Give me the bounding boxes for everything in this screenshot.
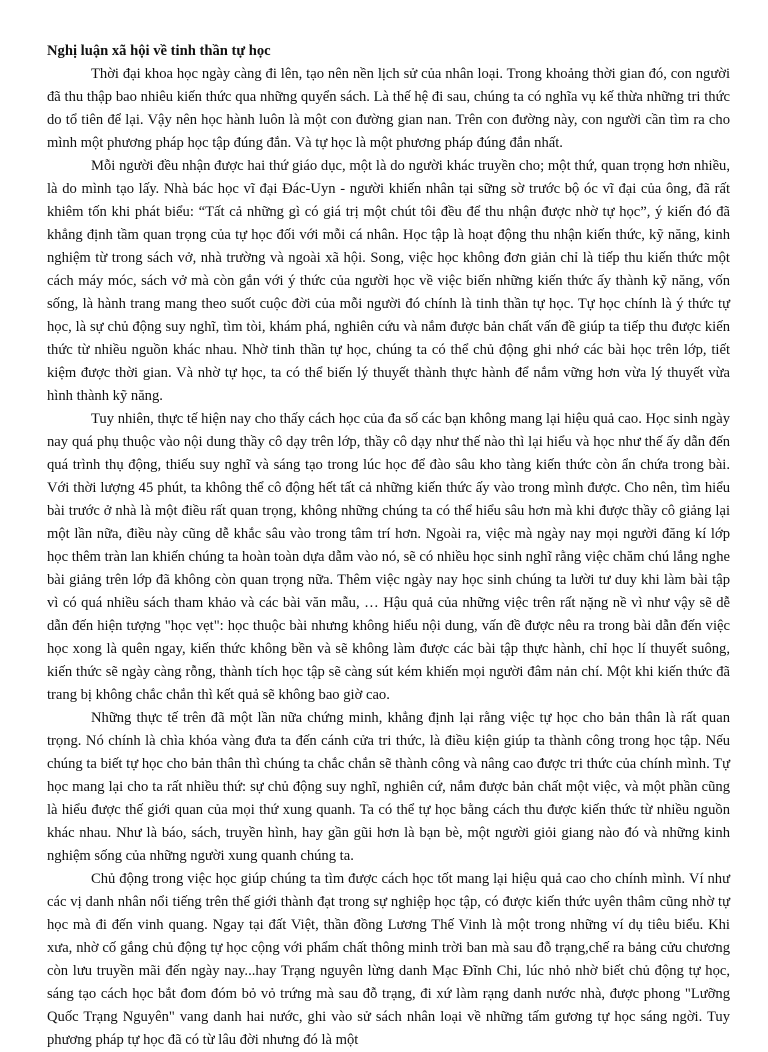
document-title: Nghị luận xã hội về tinh thần tự học [47,43,271,59]
paragraph-current-reality: Tuy nhiên, thực tế hiện nay cho thấy cách học của đa số các bạn không mang lại hiệu quả cao. Học sinh ngày nay quá phụ thuộc vào nội dung thầy cô dạy trên lớp, thầy cô dạy như thế nào thì lại hiểu và học như thế ấy dẫn đến quá trình thụ động, thiếu suy nghĩ và sáng tạo trong lúc học để đào sâu kho tàng kiến thức còn ẩn chứa trong bài. Với thời lượng 45 phút, ta không thể cô động hết tất cả những kiến thức ấy vào trong mình được. Cho nên, tìm hiểu bài trước ở nhà là một điều rất quan trọng, không những chúng ta có thể hiểu sâu hơn mà khi được thầy cô giảng lại một lần nữa, điều này cũng dễ khắc sâu vào trong tâm trí hơn. Ngoài ra, việc mà ngày nay mọi người đăng kí lớp học thêm tràn lan khiến chúng ta hoàn toàn dựa dẫm vào nó, sẽ có nhiều học sinh nghĩ rằng việc chăm chú lắng nghe bài giảng trên lớp đã không còn quan trọng nữa. Thêm việc ngày nay học sinh chúng ta lười tư duy khi làm bài tập vì có quá nhiều sách tham khảo và các bài văn mẫu, … Hậu quả của những việc trên rất nặng nề vì như vậy sẽ dễ dẫn đến hiện tượng "học vẹt": học thuộc bài nhưng không hiểu nội dung, vấn đề được nêu ra trong bài dẫn đến việc học xong là quên ngay, kiến thức không bền và sẽ không làm được các bài tập thực hành, chỉ học lí thuyết suông, kiến thức sẽ ngày càng rỗng, thành tích học tập sẽ càng sút kém khiến mọi người đâm nản chí. Một khi kiến thức đã trang bị không chắc chắn thì kết quả sẽ không bao giờ cao. [47,411,730,703]
paragraph-intro: Thời đại khoa học ngày càng đi lên, tạo nên nền lịch sử của nhân loại. Trong khoảng thời gian đó, con người đã thu thập bao nhiêu kiến thức qua những quyển sách. Là thế hệ đi sau, chúng ta có nghĩa vụ kế thừa những tri thức do tổ tiên để lại. Vậy nên học hành luôn là một con đường gian nan. Trên con đường này, con người cần tìm ra cho mình một phương pháp học tập đúng đắn. Và tự học là một phương pháp đúng đắn nhất. [47,66,730,151]
document-page [47,40,730,1052]
paragraph-two-educations: Mỗi người đều nhận được hai thứ giáo dục, một là do người khác truyền cho; một thứ, quan trọng hơn nhiều, là do mình tạo lấy. Nhà bác học vĩ đại Đác-Uyn - người khiến nhân tại sững sờ trước bộ óc vĩ đại của ông, đã rất khiêm tốn khi phát biểu: “Tất cả những gì có giá trị một chút tôi đều để thu nhận được nhờ tự học”, ý kiến đó đã khẳng định tầm quan trọng của tự học đối với mỗi cá nhân. Học tập là hoạt động thu nhận kiến thức, kỹ năng, kinh nghiệm từ trong sách vở, nhà trường và ngoài xã hội. Song, việc học không đơn giản chỉ là tiếp thu kiến thức một cách máy móc, sách vở mà còn gắn với ý thức của người học về việc biến những kiến thức ấy thành kỹ năng, vốn sống, là hành trang mang theo suốt cuộc đời của mỗi người đó chính là tinh thần tự học. Tự học chính là ý thức tự học, là sự chủ động suy nghĩ, tìm tòi, khám phá, nghiên cứu và nắm được bản chất vấn đề giúp ta tiếp thu được kiến thức từ nhiều nguồn khác nhau. Nhờ tinh thần tự học, chúng ta có thể chủ động ghi nhớ các bài học trên lớp, tiết kiệm được thời gian. Và nhờ tự học, ta có thể biến lý thuyết thành thực hành để nắm vững hơn vừa lý thuyết vừa hình thành kỹ năng. [47,158,730,404]
paragraph-importance: Những thực tế trên đã một lần nữa chứng minh, khẳng định lại rằng việc tự học cho bản thân là rất quan trọng. Nó chính là chìa khóa vàng đưa ta đến cánh cửa tri thức, là điều kiện giúp ta thành công trong học tập. Nếu chúng ta biết tự học cho bản thân thì chúng ta chắc chắn sẽ thành công và nâng cao được tri thức của chính mình. Tự học mang lại cho ta rất nhiều thứ: sự chủ động suy nghĩ, nghiên cứ, nắm được bản chất một việc, và một phần cũng là hiểu được thế giới quan của mọi thứ xung quanh. Ta có thể tự học bằng cách thu được kiến thức từ nhiều nguồn khác nhau. Như là báo, sách, truyền hình, hay gần gũi hơn là bạn bè, một người giỏi giang nào đó và những kinh nghiệm sống của những người xung quanh chúng ta. [47,710,730,864]
paragraph-examples: Chủ động trong việc học giúp chúng ta tìm được cách học tốt mang lại hiệu quả cao cho chính mình. Ví như các vị danh nhân nổi tiếng trên thế giới thành đạt trong sự nghiệp học tập, có được kiến thức uyên thâm cũng nhờ tự học mà đi đến vinh quang. Ngay tại đất Việt, thần đồng Lương Thế Vinh là một trong những ví dụ tiêu biểu. Khi xưa, nhờ cố gắng chủ động tự học cộng với phẩm chất thông minh trời ban mà sau đỗ trạng,chế ra bảng cửu chương còn lưu truyền mãi đến ngày nay...hay Trạng nguyên lừng danh Mạc Đĩnh Chi, lúc nhỏ nhờ biết chủ động tự học, sáng tạo cách học bắt đom đóm bỏ vỏ trứng mà sau đỗ trạng, đi xứ làm rạng danh nước nhà, được phong "Lưỡng Quốc Trạng Nguyên" vang danh hai nước, ghi vào sử sách nhân loại về những tấm gương tự học sáng ngời. Tuy phương pháp tự học đã có từ lâu đời nhưng đó là một [47,871,730,1048]
